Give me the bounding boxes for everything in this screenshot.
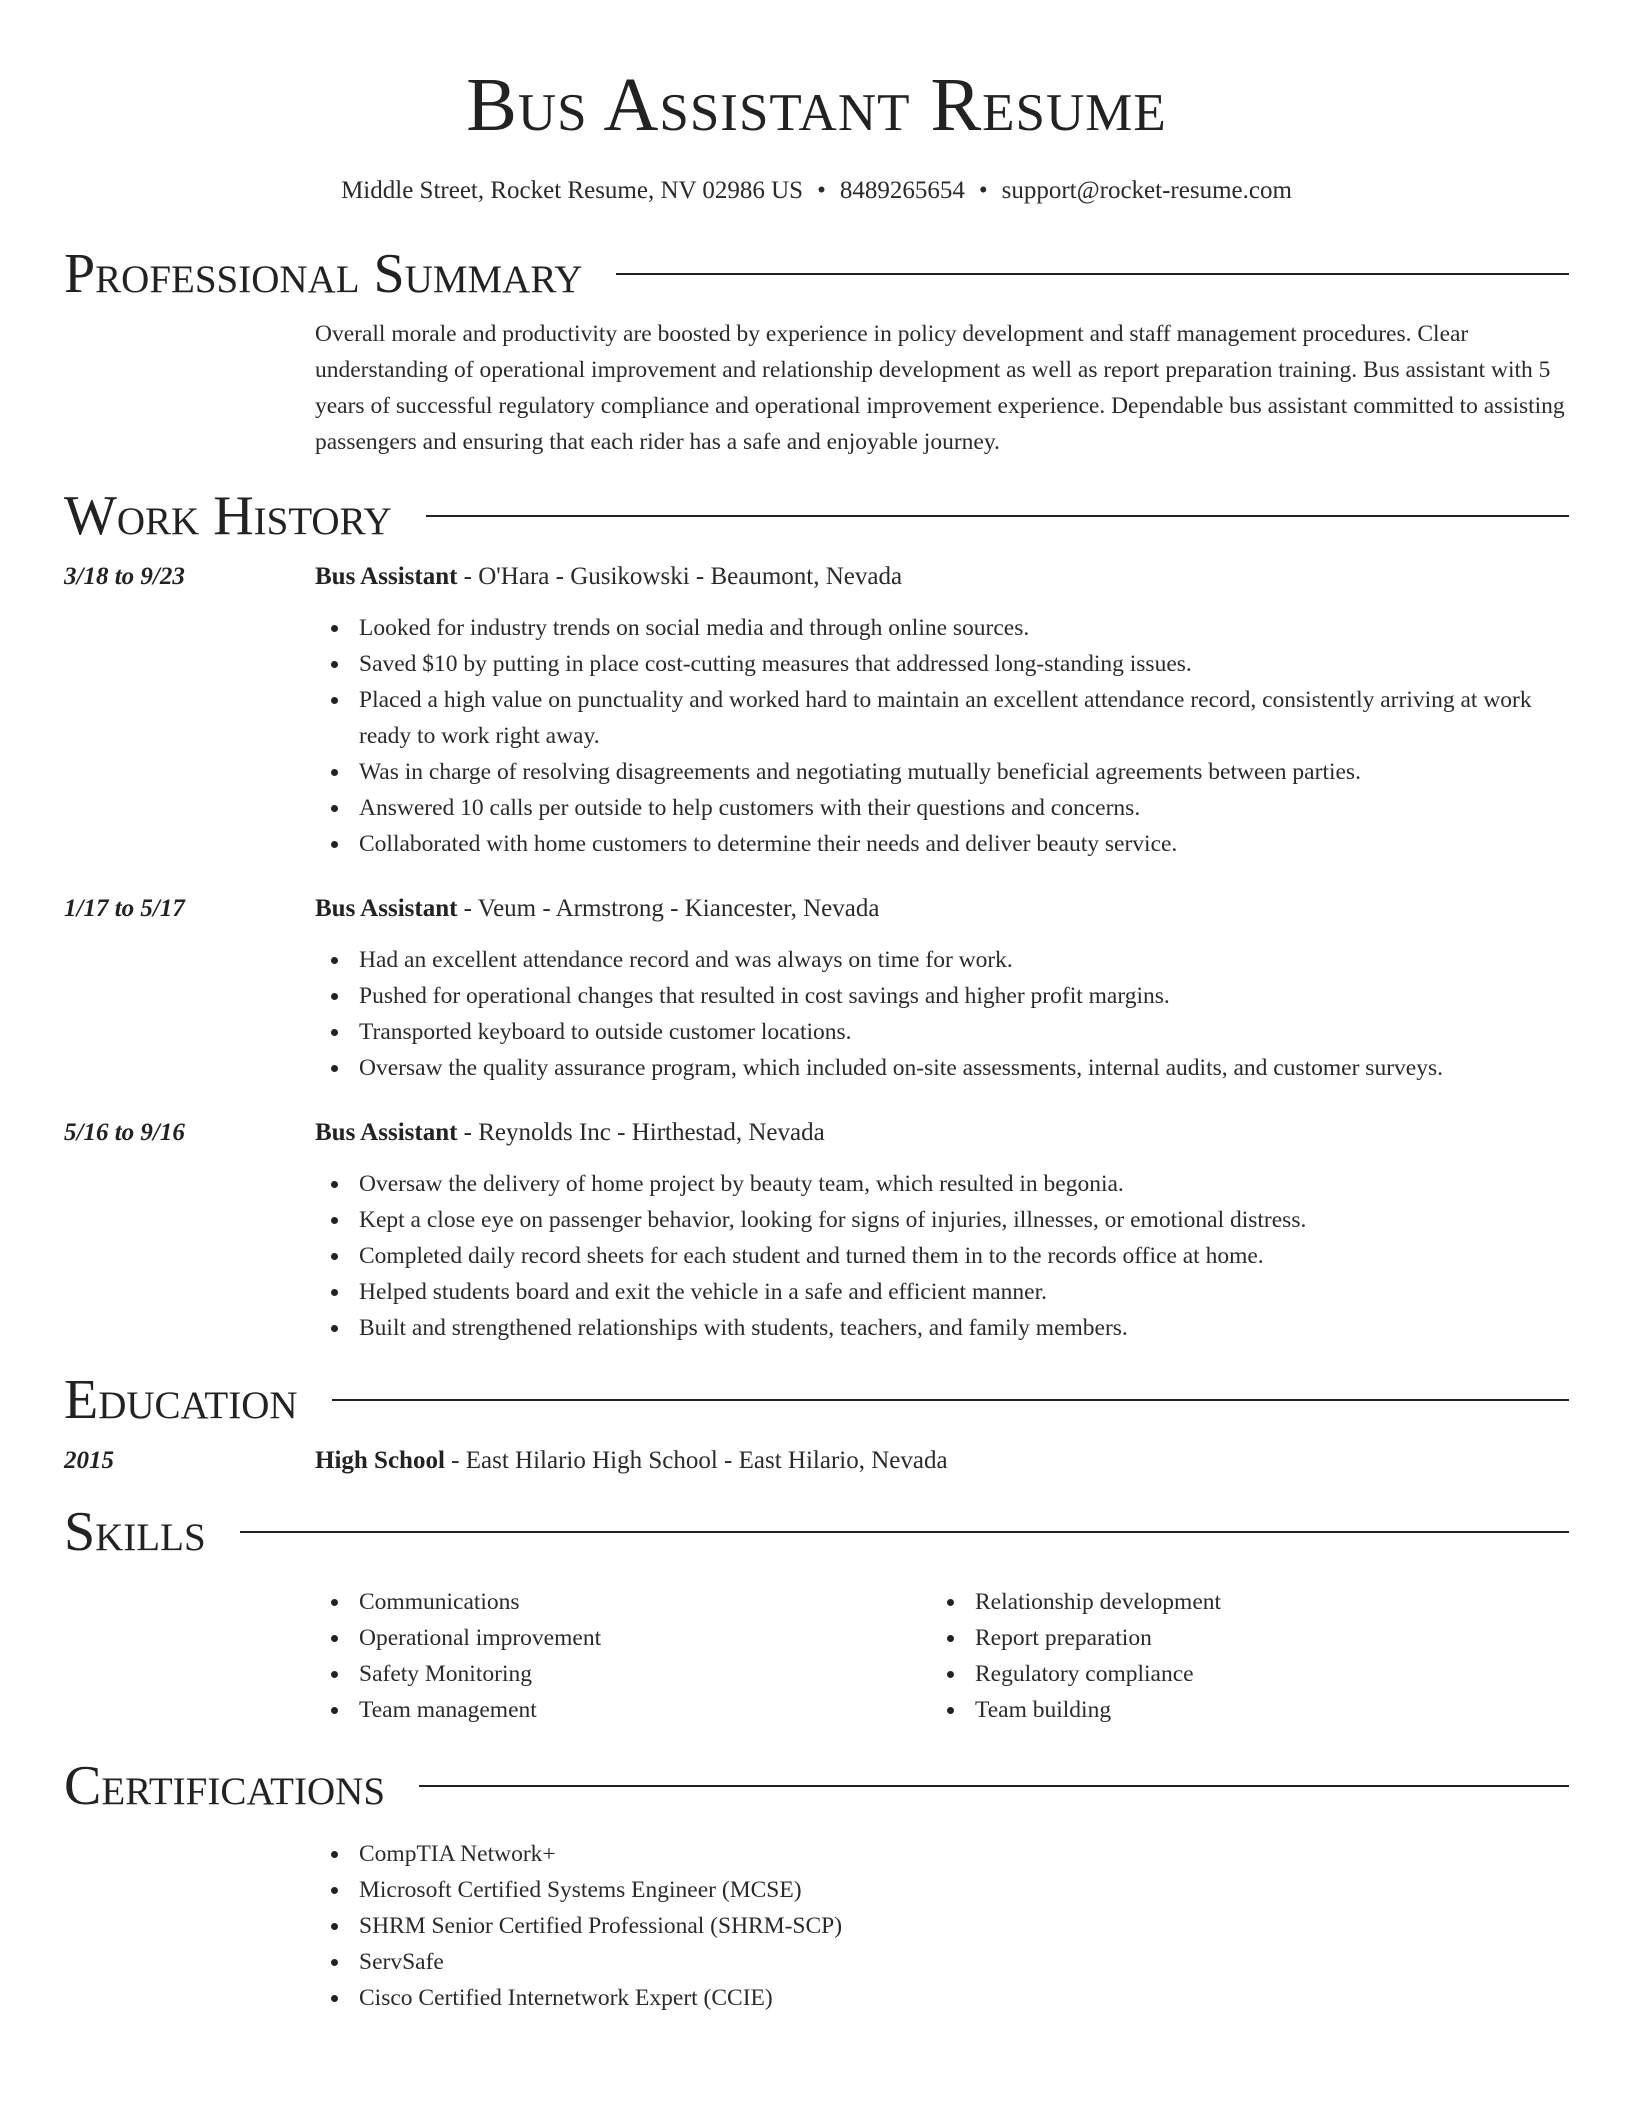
summary-text: Overall morale and productivity are boosted by experience in policy development and staff management procedures. Clear understanding of operational improvement and relationship development as well as report preparation training. Bus assistant with 5 years of successful regulatory compliance and operational improvement experience. Dependable bus assistant committed to assisting passengers and ensuring that each rider has a safe and enjoyable journey. (315, 321, 1565, 455)
contact-line (64, 176, 1569, 206)
list-item: Placed a high value on punctuality and worked hard to maintain an excellent attendance record, consistently arriving at work ready to work right away. (315, 682, 1569, 754)
list-item: Had an excellent attendance record and was always on time for work. (315, 942, 1569, 978)
list-item: Pushed for operational changes that resulted in cost savings and higher profit margins. (315, 978, 1569, 1014)
skill-item: Report preparation (931, 1620, 1547, 1656)
certification-item: CompTIA Network+ (315, 1836, 1569, 1872)
certification-item: Cisco Certified Internetwork Expert (CCIE) (315, 1980, 1569, 2016)
work-section-header (64, 484, 1569, 548)
list-item: Transported keyboard to outside customer locations. (315, 1014, 1569, 1050)
contact-email: support@rocket-resume.com (1001, 177, 1292, 204)
job-dates: 1/17 to 5/17 (64, 895, 185, 922)
contact-separator: • (817, 177, 826, 204)
job-bullets (315, 1166, 1569, 1346)
skill-item: Relationship development (931, 1584, 1547, 1620)
education-degree: High School (315, 1447, 445, 1474)
section-divider (419, 1785, 1569, 1787)
list-item: Helped students board and exit the vehicle in a safe and efficient manner. (315, 1274, 1569, 1310)
job-title: Bus Assistant (315, 895, 458, 922)
list-item: Oversaw the delivery of home project by beauty team, which resulted in begonia. (315, 1166, 1569, 1202)
job-entry (64, 892, 1569, 1086)
section-divider (240, 1531, 1569, 1533)
job-header (64, 1116, 1569, 1150)
list-item: Looked for industry trends on social media and through online sources. (315, 610, 1569, 646)
summary-heading: Professional Summary (64, 243, 583, 305)
education-section-header (64, 1368, 1569, 1432)
skill-item: Regulatory compliance (931, 1656, 1547, 1692)
list-item: Oversaw the quality assurance program, which included on-site assessments, internal audits, and customer surveys. (315, 1050, 1569, 1086)
section-divider (426, 515, 1569, 517)
list-item: Answered 10 calls per outside to help customers with their questions and concerns. (315, 790, 1569, 826)
skills-column-left (315, 1584, 931, 1728)
job-details: - Reynolds Inc - Hirthestad, Nevada (457, 1119, 825, 1146)
job-title: Bus Assistant (315, 1119, 458, 1146)
job-bullets (315, 942, 1569, 1086)
job-details: - Veum - Armstrong - Kiancester, Nevada (457, 895, 880, 922)
job-dates: 3/18 to 9/23 (64, 563, 185, 590)
skill-item: Safety Monitoring (315, 1656, 931, 1692)
certification-item: ServSafe (315, 1944, 1569, 1980)
summary-section-header (64, 242, 1569, 306)
job-header (64, 560, 1569, 594)
job-title: Bus Assistant (315, 563, 458, 590)
education-heading: Education (64, 1369, 298, 1431)
list-item: Collaborated with home customers to determine their needs and deliver beauty service. (315, 826, 1569, 862)
job-dates: 5/16 to 9/16 (64, 1119, 185, 1146)
certification-item: Microsoft Certified Systems Engineer (MCSE) (315, 1872, 1569, 1908)
education-entry (64, 1444, 1569, 1478)
certifications-heading: Certifications (64, 1755, 386, 1817)
education-line (315, 1444, 948, 1478)
list-item: Kept a close eye on passenger behavior, looking for signs of injuries, illnesses, or emotional distress. (315, 1202, 1569, 1238)
contact-phone: 8489265654 (839, 177, 965, 204)
contact-separator: • (978, 177, 988, 204)
education-year: 2015 (64, 1447, 114, 1474)
skills-section-header (64, 1500, 1569, 1564)
resume-title: Bus Assistant Resume (466, 63, 1167, 147)
section-divider (616, 273, 1569, 275)
skill-item: Team management (315, 1692, 931, 1728)
list-item: Was in charge of resolving disagreements and negotiating mutually beneficial agreements between parties. (315, 754, 1569, 790)
job-header (64, 892, 1569, 926)
skill-item: Team building (931, 1692, 1547, 1728)
job-line (315, 1116, 825, 1150)
contact-address: Middle Street, Rocket Resume, NV 02986 US (341, 177, 804, 204)
job-details: - O'Hara - Gusikowski - Beaumont, Nevada (457, 563, 903, 590)
list-item: Built and strengthened relationships with students, teachers, and family members. (315, 1310, 1569, 1346)
job-line (315, 892, 879, 926)
job-entry (64, 1116, 1569, 1346)
education-details: - East Hilario High School - East Hilario, Nevada (444, 1447, 948, 1474)
list-item: Completed daily record sheets for each student and turned them in to the records office at home. (315, 1238, 1569, 1274)
certifications-list (315, 1836, 1569, 2016)
skill-item: Communications (315, 1584, 931, 1620)
list-item: Saved $10 by putting in place cost-cutting measures that addressed long-standing issues. (315, 646, 1569, 682)
job-entry (64, 560, 1569, 862)
skills-heading: Skills (64, 1501, 206, 1563)
job-line (315, 560, 902, 594)
certifications-section-header (64, 1754, 1569, 1818)
section-divider (332, 1399, 1569, 1401)
skills-list (315, 1584, 1569, 1728)
job-bullets (315, 610, 1569, 862)
skill-item: Operational improvement (315, 1620, 931, 1656)
skills-column-right (931, 1584, 1547, 1728)
work-heading: Work History (64, 485, 392, 547)
certification-item: SHRM Senior Certified Professional (SHRM-SCP) (315, 1908, 1569, 1944)
